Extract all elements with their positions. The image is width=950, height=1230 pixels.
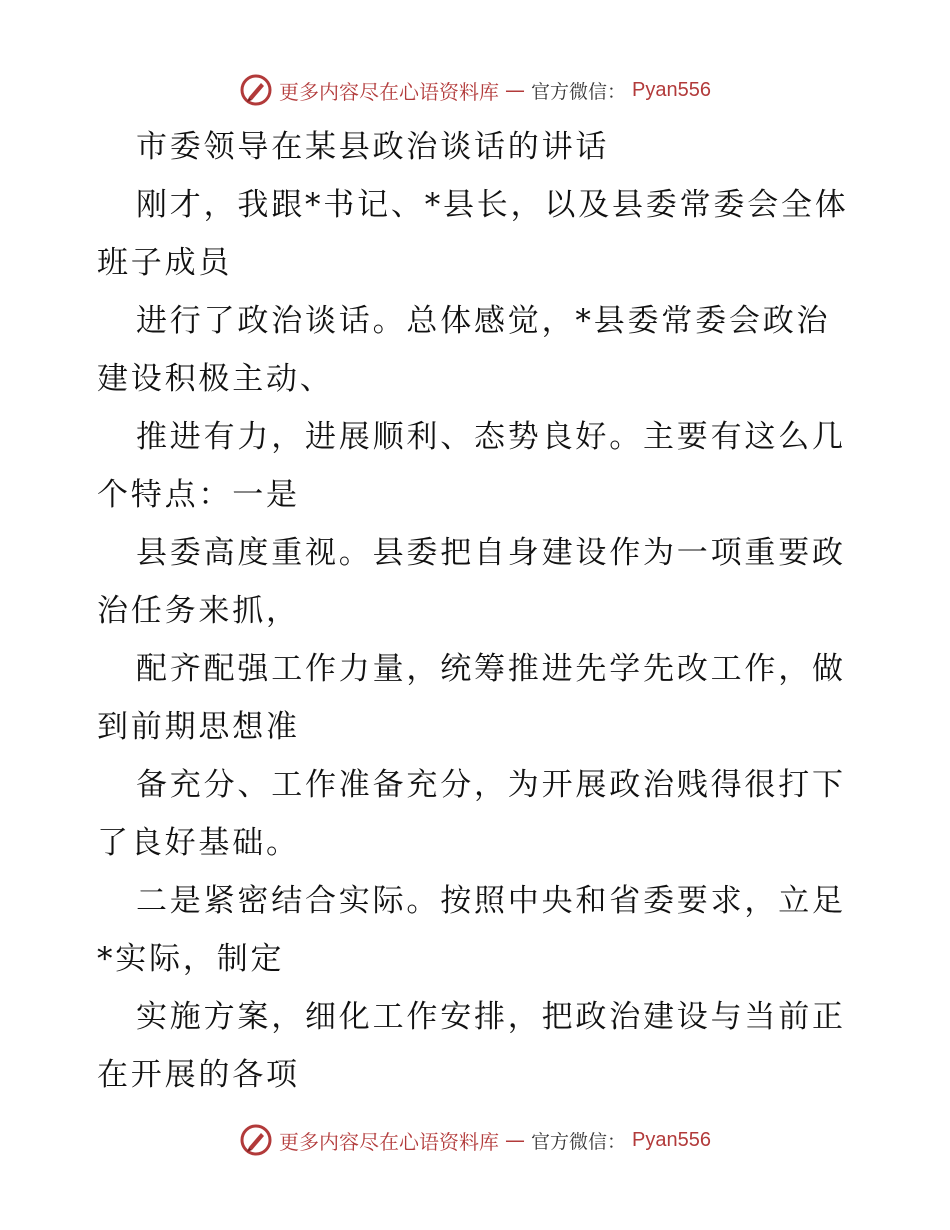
footer-wechat-label: 官方微信： xyxy=(531,1130,627,1153)
document-line: 二是紧密结合实际。按照中央和省委要求，立足 xyxy=(136,883,846,919)
document-line: 个特点：一是 xyxy=(97,477,300,513)
document-line: *实际，制定 xyxy=(97,941,285,977)
footer-banner-content xyxy=(239,1123,711,1157)
pen-logo-icon xyxy=(239,1123,273,1157)
document-body xyxy=(97,118,857,1104)
footer-banner xyxy=(0,1120,950,1160)
document-line: 备充分、工作准备充分，为开展政治贱得很打下 xyxy=(136,767,846,803)
footer-banner-separator: — xyxy=(505,1128,525,1152)
document-line: 治任务来抓， xyxy=(97,593,300,629)
header-wechat-id: Pyan556 xyxy=(632,78,711,101)
document-line: 进行了政治谈话。总体感觉，*县委常委会政治 xyxy=(136,303,831,339)
document-line: 配齐配强工作力量，统筹推进先学先改工作，做 xyxy=(136,651,846,687)
document-line: 班子成员 xyxy=(97,245,233,281)
header-banner xyxy=(0,70,950,110)
document-line: 建设积极主动、 xyxy=(97,361,334,397)
document-line: 市委领导在某县政治谈话的讲话 xyxy=(136,129,610,165)
header-banner-content xyxy=(239,73,711,107)
document-line: 到前期思想准 xyxy=(97,709,300,745)
footer-banner-text: 更多内容尽在心语资料库 xyxy=(279,1129,499,1154)
document-line: 推进有力，进展顺利、态势良好。主要有这么几 xyxy=(136,419,846,455)
pen-logo-icon xyxy=(239,73,273,107)
document-line: 在开展的各项 xyxy=(97,1057,300,1093)
footer-wechat-id: Pyan556 xyxy=(632,1128,711,1151)
document-line: 县委高度重视。县委把自身建设作为一项重要政 xyxy=(136,535,846,571)
header-banner-separator: — xyxy=(505,78,525,102)
header-wechat-label: 官方微信： xyxy=(531,80,627,103)
document-line: 刚才，我跟*书记、*县长，以及县委常委会全体 xyxy=(136,187,849,223)
header-banner-text: 更多内容尽在心语资料库 xyxy=(279,79,499,104)
document-line: 实施方案，细化工作安排，把政治建设与当前正 xyxy=(136,999,846,1035)
document-line: 了良好基础。 xyxy=(97,825,300,861)
